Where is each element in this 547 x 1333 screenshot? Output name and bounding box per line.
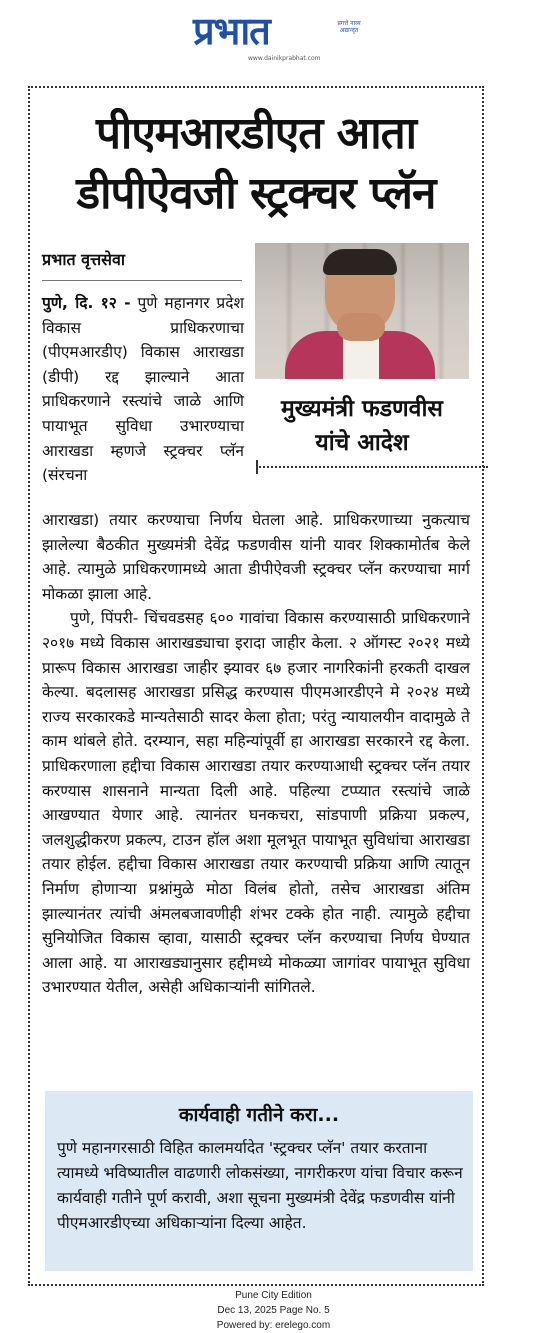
prabhat-logo[interactable]: प्रभात [193,9,270,53]
paragraph-1-start: पुणे महानगर प्रदेश विकास प्राधिकरणाचा (पीएमआरडीए) विकास आराखडा (डीपी) रद्द झाल्याने आता प्राधिकरणाने रस्त्यांचे जाळे आणि पायाभूत सुविधा उभारण्याचा आराखडा म्हणजे स्ट्रक्चर प्लॅन (संरचना [42,294,245,485]
sidebar-box-text: पुणे महानगरसाठी विहित कालमर्यादेत 'स्ट्रक्चर प्लॅन' तयार करताना त्यामध्ये भविष्यातील वाढणारी लोकसंख्या, नागरीकरण यांचा विचार करून कार्यवाही गतीने पूर्ण करावी, अशा सूचना मुख्यमंत्री देवेंद्र फडणवीस यांनी पीएमआरडीएच्या अधिकाऱ्यांना दिल्या आहेत. [57,1139,463,1232]
headline-line-1: पीएमआरडीएत आता [95,108,417,159]
photo-caption-line-2: यांचे आदेश [315,430,409,456]
sidebar-box-title: कार्यवाही गतीने करा... [178,1104,340,1126]
byline-divider [42,280,242,281]
footer-powered-by[interactable]: Powered by: erelego.com [216,1320,331,1331]
photo-hair [323,249,397,275]
dateline: पुणे, दि. १२ - [42,294,131,312]
article-body-full-width [42,508,470,1000]
logo-tagline: प्रगत्ते नाव्य अद्यान्दृत [337,20,361,34]
chief-minister-photo [255,243,469,379]
byline: प्रभात वृत्तसेवा [42,250,125,269]
masthead [0,0,547,70]
article-headline [30,104,482,224]
footer-date-page: Dec 13, 2025 Page No. 5 [217,1305,330,1316]
article-body-left-column [42,291,244,488]
photo-hands [337,313,385,341]
headline-line-2: डीपीऐवजी स्ट्रक्चर प्लॅन [76,168,436,219]
photo-caption-line-1: मुख्यमंत्री फडणवीस [281,396,443,422]
sidebar-box [45,1091,473,1271]
caption-divider [256,466,488,468]
photo-caption [255,392,469,460]
footer-edition: Pune City Edition [235,1290,312,1301]
paragraph-2: पुणे, पिंपरी- चिंचवडसह ६०० गावांचा विकास करण्यासाठी प्राधिकरणाने २०१७ मध्ये विकास आराखड्याचा इरादा जाहीर केला. २ ऑगस्ट २०२१ मध्ये प्रारूप विकास आराखडा जाहीर झ्यावर ६७ हजार नागरिकांनी हरकती दाखल केल्या. बदलासह आराखडा प्रसिद्ध करण्यास पीएमआरडीएने मे २०२४ मध्ये राज्य सरकारकडे मान्यतेसाठी सादर केला होता; परंतु न्यायालयीन वादामुळे ते काम थांबले होते. दरम्यान, सहा महिन्यांपूर्वी हा आराखडा सरकारने रद्द केला. प्राधिकरणाला हद्दीचा विकास आराखडा तयार करण्याआधी स्ट्रक्चर प्लॅन तयार करण्यास शासनाने मान्यता दिली आहे. पहिल्या टप्प्यात रस्त्यांचे जाळे आखण्यात येणार आहे. त्यानंतर घनकचरा, सांडपाणी प्रक्रिया प्रकल्प, जलशुद्धीकरण प्रकल्प, टाउन हॉल अशा मूलभूत पायाभूत सुविधांचा आराखडा तयार होईल. हद्दीचा विकास आराखडा तयार करण्याची प्रक्रिया आणि त्यातून निर्माण होणाऱ्या प्रश्नांमुळे मोठा विलंब होतो, तसेच आराखडा अंतिम झाल्यानंतर त्यांची अंमलबजावणीही शंभर टक्के होत नाही. त्यामुळे हद्दीचा सुनियोजित विकास व्हावा, यासाठी स्ट्रक्चर प्लॅन करण्याचा निर्णय घेण्यात आला आहे. या आराखड्यानुसार हद्दीमध्ये मोकळ्या जागांवर पायाभूत सुविधा उभारण्यात येतील, असेही अधिकाऱ्यांनी सांगितले. [42,609,470,997]
paragraph-1-end: आराखडा) तयार करण्याचा निर्णय घेतला आहे. प्राधिकरणाच्या नुकत्याच झालेल्या बैठकीत मुख्यमंत्री देवेंद्र फडणवीस यांनी यावर शिक्कामोर्तब केले आहे. त्यामुळे प्राधिकरणामध्ये आता डीपीऐवजी स्ट्रक्चर प्लॅन करण्याचा मार्ग मोकळा झाला आहे. [42,511,470,603]
logo-url: www.dainikprabhat.com [248,55,321,62]
